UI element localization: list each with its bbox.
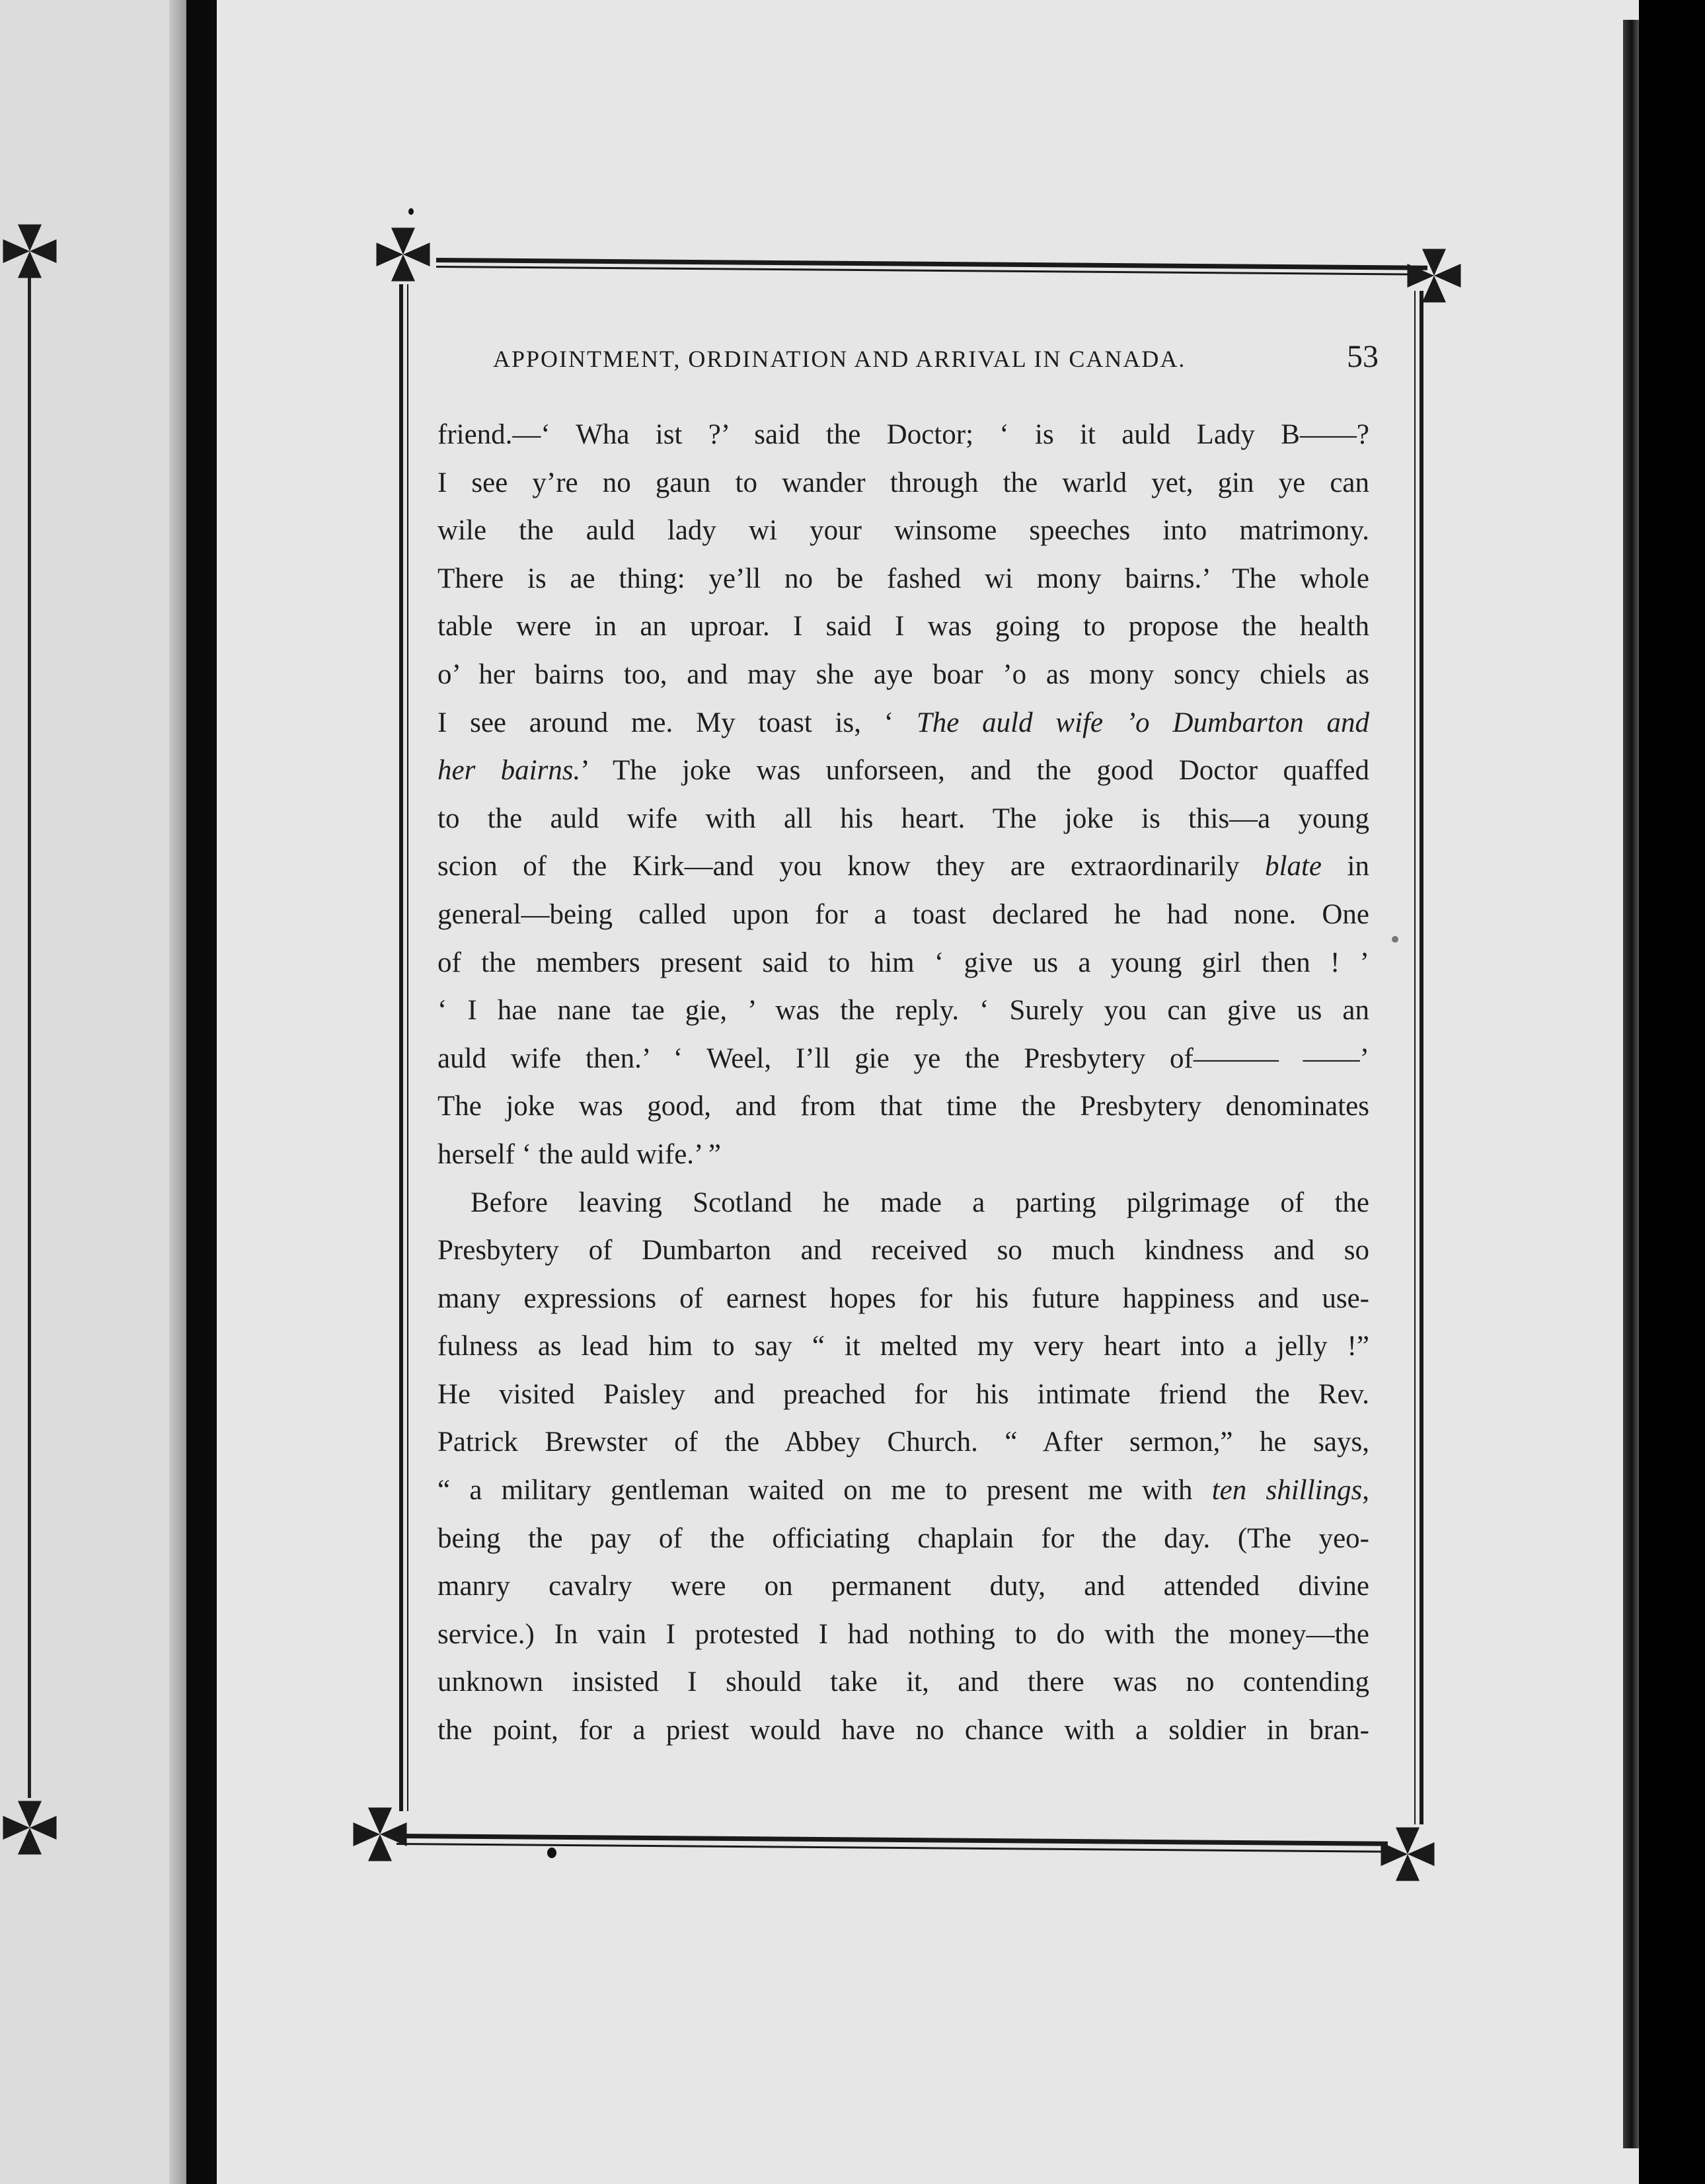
border-left-rule-thin bbox=[407, 284, 408, 1811]
text-line: He visited Paisley and preached for his intimate friend the Rev. bbox=[437, 1378, 1369, 1410]
text-line: ‘ I hae nane tae gie, ’ was the reply. ‘ Surely you can give us an bbox=[437, 995, 1369, 1027]
text-line: service.) In vain I protested I had nothing to do with the money—the bbox=[437, 1618, 1369, 1650]
text-line: wile the auld lady wi your winsome speeches into matrimony. bbox=[437, 515, 1369, 547]
text-line: fulness as lead him to say “ it melted my very heart into a jelly !” bbox=[437, 1331, 1369, 1362]
facing-page-border-rule bbox=[28, 278, 31, 1798]
facing-page-edge bbox=[0, 0, 186, 2184]
ink-speck bbox=[1392, 936, 1398, 943]
text-line bbox=[437, 699, 1369, 748]
text-line: table were in an uproar. I said I was going to propose the health bbox=[437, 611, 1369, 643]
page-number: 53 bbox=[1347, 339, 1379, 374]
text-line: being the pay of the officiating chaplain for the day. (The yeo- bbox=[437, 1522, 1369, 1554]
text-run: , bbox=[1362, 1475, 1369, 1506]
text-line: o’ her bairns too, and may she aye boar ’o as mony soncy chiels as bbox=[437, 658, 1369, 690]
text-line: general—being called upon for a toast declared he had none. One bbox=[437, 898, 1369, 930]
text-line: many expressions of earnest hopes for his future happiness and use- bbox=[437, 1282, 1369, 1314]
running-title: APPOINTMENT, ORDINATION AND ARRIVAL IN CANADA. bbox=[493, 346, 1186, 372]
text-line: Before leaving Scotland he made a parting pilgrimage of the bbox=[471, 1187, 1369, 1218]
maltese-cross-icon bbox=[350, 1805, 410, 1864]
gutter-shadow bbox=[169, 0, 186, 2184]
text-run: scion of the Kirk—and you know they are extraordinarily bbox=[437, 851, 1266, 882]
text-line: the point, for a priest would have no chance with a soldier in bran- bbox=[437, 1715, 1369, 1746]
border-right-rule-thin bbox=[1414, 291, 1416, 1824]
maltese-cross-icon bbox=[373, 225, 433, 284]
maltese-cross-icon bbox=[1378, 1824, 1437, 1884]
text-line: The joke was good, and from that time the Presbytery denominates bbox=[437, 1091, 1369, 1122]
text-line bbox=[437, 1467, 1369, 1515]
book-spine bbox=[186, 0, 217, 2184]
text-line: manry cavalry were on permanent duty, and attended divine bbox=[437, 1571, 1369, 1602]
text-run: I see around me. My toast is, ‘ bbox=[437, 707, 917, 738]
text-line bbox=[437, 747, 1369, 795]
text-run: ’ The joke was unforseen, and the good Doctor quaffed bbox=[580, 755, 1369, 787]
border-right-rule bbox=[1420, 291, 1423, 1824]
text-run: in bbox=[1322, 851, 1369, 882]
text-line: auld wife then.’ ‘ Weel, I’ll gie ye the Presbytery of——— ——’ bbox=[437, 1042, 1369, 1074]
text-line: herself ‘ the auld wife.’ ” bbox=[437, 1138, 721, 1170]
text-run: “ a military gentleman waited on me to present me with bbox=[437, 1475, 1212, 1506]
italic-run: her bairns. bbox=[437, 755, 581, 787]
running-header bbox=[493, 338, 1379, 375]
ink-speck bbox=[547, 1848, 556, 1858]
maltese-cross-icon bbox=[1404, 246, 1464, 305]
text-line: Presbytery of Dumbarton and received so much kindness and so bbox=[437, 1235, 1369, 1267]
italic-run: ten shillings bbox=[1211, 1475, 1363, 1506]
border-left-rule bbox=[399, 284, 403, 1811]
text-line: unknown insisted I should take it, and there was no contending bbox=[437, 1666, 1369, 1698]
text-line: I see y’re no gaun to wander through the warld yet, gin ye can bbox=[437, 467, 1369, 498]
maltese-cross-icon bbox=[0, 1798, 59, 1857]
maltese-cross-icon bbox=[0, 221, 59, 281]
text-line: to the auld wife with all his heart. The joke is this—a young bbox=[437, 802, 1369, 834]
page-stack-edge bbox=[1623, 20, 1639, 2148]
italic-run: The auld wife ’o Dumbarton and bbox=[916, 707, 1370, 738]
page-body-text bbox=[437, 411, 1369, 1755]
text-line: friend.—‘ Wha ist ?’ said the Doctor; ‘ is it auld Lady B——? bbox=[437, 419, 1369, 450]
text-line: There is ae thing: ye’ll no be fashed wi mony bairns.’ The whole bbox=[437, 563, 1369, 594]
ink-speck bbox=[408, 208, 414, 215]
italic-run: blate bbox=[1265, 851, 1322, 882]
text-line: Patrick Brewster of the Abbey Church. “ After sermon,” he says, bbox=[437, 1426, 1369, 1458]
text-line: of the members present said to him ‘ give us a young girl then ! ’ bbox=[437, 947, 1369, 978]
text-line bbox=[437, 843, 1369, 891]
